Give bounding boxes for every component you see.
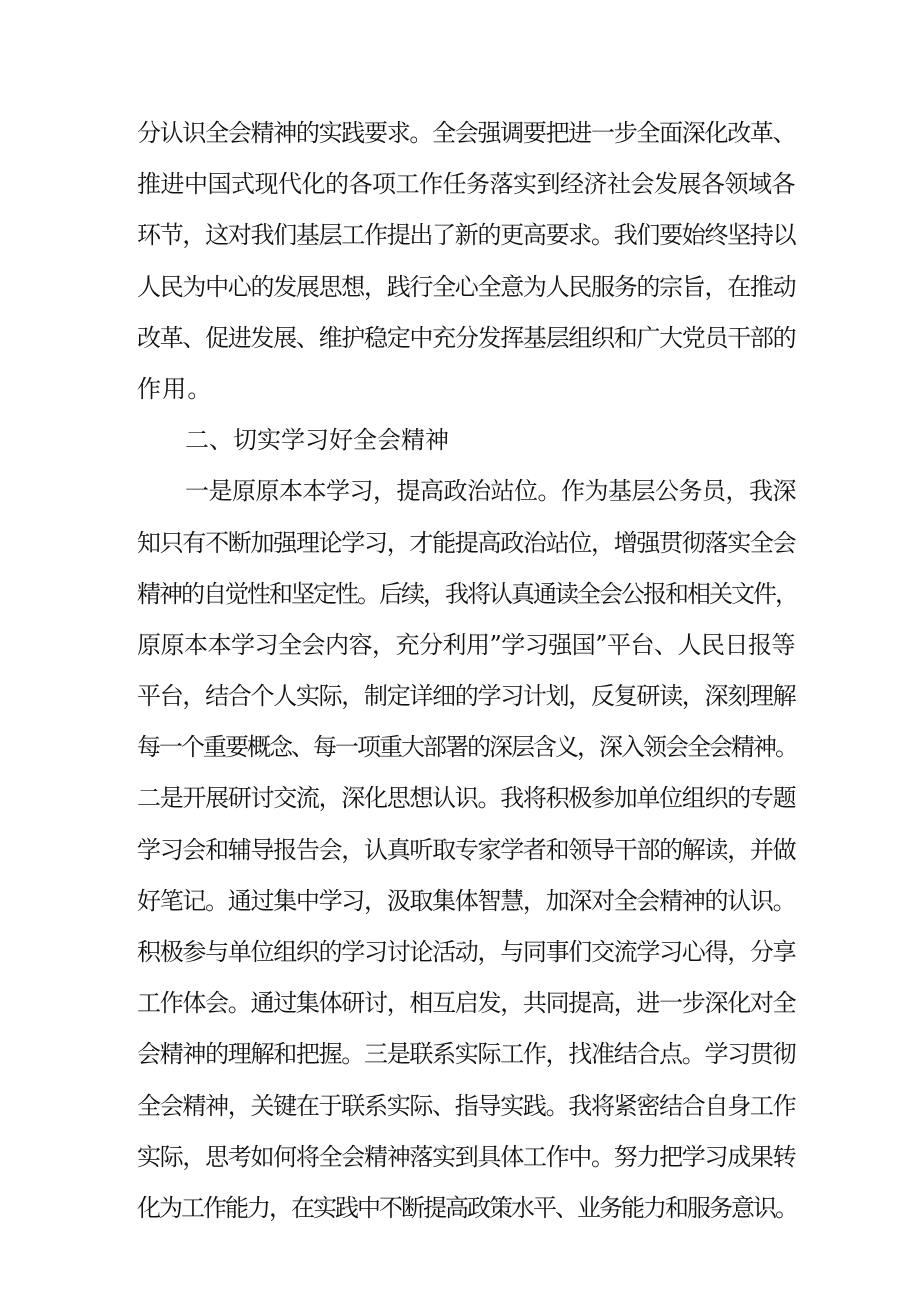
text-line: 全会精神，关键在于联系实际、指导实践。我将紧密结合自身工作 — [137, 1091, 796, 1120]
text-line: 学习会和辅导报告会，认真听取专家学者和领导干部的解读，并做 — [137, 835, 796, 864]
text-line: 实际，思考如何将全会精神落实到具体工作中。努力把学习成果转 — [137, 1142, 796, 1171]
text-line: 二是开展研讨交流，深化思想认识。我将积极参加单位组织的专题 — [137, 784, 796, 813]
text-line: 推进中国式现代化的各项工作任务落实到经济社会发展各领域各 — [137, 170, 795, 199]
text-line: 原原本本学习全会内容，充分利用”学习强国”平台、人民日报等 — [137, 630, 796, 659]
text-line: 改革、促进发展、维护稳定中充分发挥基层组织和广大党员干部的 — [137, 323, 796, 352]
text-line: 好笔记。通过集中学习，汲取集体智慧，加深对全会精神的认识。 — [137, 886, 796, 915]
text-line: 一是原原本本学习，提高政治站位。作为基层公务员，我深 — [185, 477, 796, 506]
text-line: 人民为中心的发展思想，践行全心全意为人民服务的宗旨，在推动 — [137, 272, 796, 301]
section-heading: 二、切实学习好全会精神 — [185, 426, 449, 455]
text-line: 分认识全会精神的实践要求。全会强调要把进一步全面深化改革、 — [137, 119, 796, 147]
text-line: 积极参与单位组织的学习讨论活动，与同事们交流学习心得，分享 — [137, 938, 796, 966]
text-line: 工作体会。通过集体研讨，相互启发，共同提高，进一步深化对全 — [137, 989, 796, 1018]
paragraph-section-two — [137, 466, 797, 1234]
text-line: 化为工作能力，在实践中不断提高政策水平、业务能力和服务意识。 — [137, 1193, 797, 1222]
text-line: 每一个重要概念、每一项重大部署的深层含义，深入领会全会精神。 — [137, 733, 797, 762]
paragraph-intro — [137, 108, 797, 415]
document-page — [137, 108, 797, 1234]
text-line: 平台，结合个人实际，制定详细的学习计划，反复研读，深刻理解 — [137, 682, 796, 711]
text-line: 作用。 — [137, 374, 213, 403]
text-line: 知只有不断加强理论学习，才能提高政治站位，增强贯彻落实全会 — [137, 528, 796, 557]
text-line: 会精神的理解和把握。三是联系实际工作，找准结合点。学习贯彻 — [137, 1040, 796, 1069]
text-line: 环节，这对我们基层工作提出了新的更高要求。我们要始终坚持以 — [137, 221, 796, 250]
text-line: 精神的自觉性和坚定性。后续，我将认真通读全会公报和相关文件， — [137, 579, 797, 608]
